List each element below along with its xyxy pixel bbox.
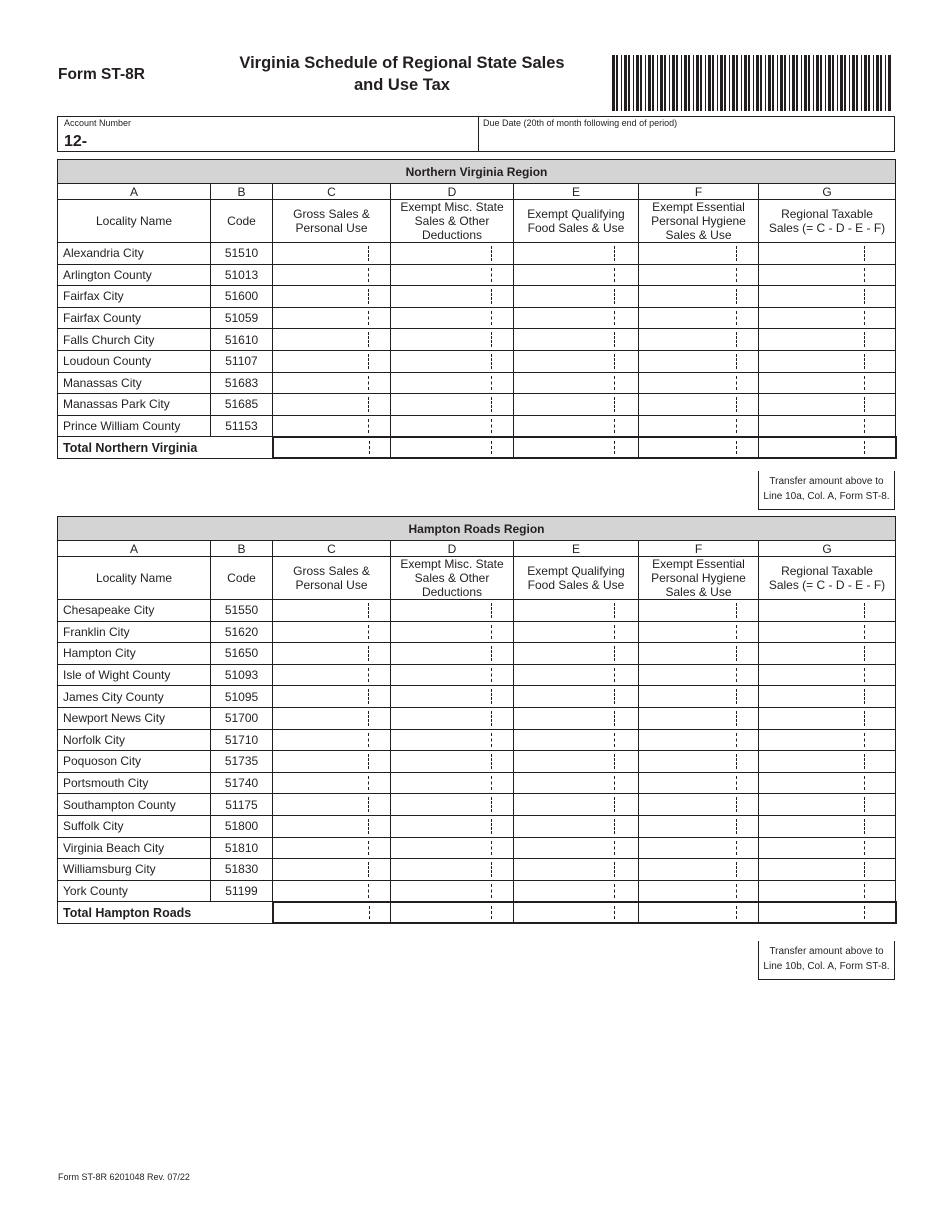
misc-amount-field[interactable] [391,372,514,394]
table-row [58,751,896,773]
table-row [58,880,896,902]
taxable-amount-field[interactable] [759,880,896,902]
gross-amount-field[interactable] [273,350,391,372]
table-row [58,643,896,665]
column-letter: A [58,184,211,200]
gross-amount-field[interactable] [273,286,391,308]
exempt-hygiene-header: Exempt Essential Personal Hygiene Sales & Use [639,557,759,600]
food-amount-field[interactable] [514,286,639,308]
total-food-field[interactable] [514,437,639,459]
column-letter: D [391,541,514,557]
hygiene-amount-field[interactable] [639,415,759,437]
hygiene-amount-field[interactable] [639,600,759,622]
locality-name: Isle of Wight County [58,664,211,686]
locality-code: 51059 [211,307,273,329]
exempt-food-header: Exempt Qualifying Food Sales & Use [514,200,639,243]
northern-virginia-table [57,159,897,459]
taxable-amount-field[interactable] [759,329,896,351]
locality-code: 51107 [211,350,273,372]
total-row [58,902,896,924]
taxable-amount-field[interactable] [759,621,896,643]
exempt-hygiene-header: Exempt Essential Personal Hygiene Sales & Use [639,200,759,243]
food-amount-field[interactable] [514,729,639,751]
taxable-amount-field[interactable] [759,686,896,708]
misc-amount-field[interactable] [391,264,514,286]
taxable-amount-field[interactable] [759,751,896,773]
hygiene-amount-field[interactable] [639,880,759,902]
locality-name: Fairfax County [58,307,211,329]
taxable-amount-field[interactable] [759,350,896,372]
hygiene-amount-field[interactable] [639,837,759,859]
taxable-amount-field[interactable] [759,264,896,286]
gross-amount-field[interactable] [273,621,391,643]
locality-name: Williamsburg City [58,859,211,881]
northern-transfer-line1: Transfer amount above to [769,476,884,487]
regional-taxable-header: Regional Taxable Sales (= C - D - E - F) [759,557,896,600]
hampton-transfer-note [758,941,895,980]
locality-name: Newport News City [58,707,211,729]
table-row [58,264,896,286]
locality-code: 51740 [211,772,273,794]
hygiene-amount-field[interactable] [639,643,759,665]
locality-code: 51610 [211,329,273,351]
regional-taxable-header: Regional Taxable Sales (= C - D - E - F) [759,200,896,243]
locality-code: 51685 [211,394,273,416]
locality-code: 51013 [211,264,273,286]
column-letter: B [211,541,273,557]
table-row [58,600,896,622]
table-row [58,243,896,265]
locality-name: Virginia Beach City [58,837,211,859]
food-amount-field[interactable] [514,664,639,686]
misc-amount-field[interactable] [391,415,514,437]
hygiene-amount-field[interactable] [639,859,759,881]
misc-amount-field[interactable] [391,243,514,265]
gross-amount-field[interactable] [273,329,391,351]
table-row [58,329,896,351]
taxable-amount-field[interactable] [759,794,896,816]
gross-sales-header: Gross Sales & Personal Use [273,557,391,600]
misc-amount-field[interactable] [391,286,514,308]
column-letter: E [514,184,639,200]
table-row [58,307,896,329]
food-amount-field[interactable] [514,643,639,665]
misc-amount-field[interactable] [391,350,514,372]
misc-amount-field[interactable] [391,643,514,665]
column-letter: G [759,541,896,557]
total-taxable-field[interactable] [759,902,896,924]
exempt-misc-header: Exempt Misc. State Sales & Other Deductions [391,557,514,600]
misc-amount-field[interactable] [391,859,514,881]
taxable-amount-field[interactable] [759,772,896,794]
locality-code: 51620 [211,621,273,643]
total-misc-field[interactable] [391,437,514,459]
table-row [58,621,896,643]
food-amount-field[interactable] [514,621,639,643]
gross-amount-field[interactable] [273,729,391,751]
total-gross-field[interactable] [273,437,391,459]
table-row [58,350,896,372]
locality-name: Norfolk City [58,729,211,751]
gross-amount-field[interactable] [273,707,391,729]
food-amount-field[interactable] [514,394,639,416]
locality-name: York County [58,880,211,902]
northern-transfer-line2: Line 10a, Col. A, Form ST-8. [763,491,890,502]
table-row [58,394,896,416]
misc-amount-field[interactable] [391,686,514,708]
locality-code: 51600 [211,286,273,308]
column-letter: F [639,541,759,557]
gross-amount-field[interactable] [273,815,391,837]
table-row [58,664,896,686]
food-amount-field[interactable] [514,815,639,837]
misc-amount-field[interactable] [391,600,514,622]
food-amount-field[interactable] [514,859,639,881]
locality-name: Suffolk City [58,815,211,837]
locality-code: 51199 [211,880,273,902]
misc-amount-field[interactable] [391,621,514,643]
locality-name: Manassas City [58,372,211,394]
locality-name: Portsmouth City [58,772,211,794]
gross-amount-field[interactable] [273,264,391,286]
hygiene-amount-field[interactable] [639,621,759,643]
table-row [58,415,896,437]
misc-amount-field[interactable] [391,880,514,902]
gross-amount-field[interactable] [273,664,391,686]
table-row [58,729,896,751]
locality-code: 51650 [211,643,273,665]
locality-code: 51710 [211,729,273,751]
locality-code: 51095 [211,686,273,708]
taxable-amount-field[interactable] [759,815,896,837]
taxable-amount-field[interactable] [759,859,896,881]
locality-name: Arlington County [58,264,211,286]
table-row [58,837,896,859]
taxable-amount-field[interactable] [759,664,896,686]
food-amount-field[interactable] [514,415,639,437]
hygiene-amount-field[interactable] [639,686,759,708]
gross-amount-field[interactable] [273,859,391,881]
hygiene-amount-field[interactable] [639,664,759,686]
hygiene-amount-field[interactable] [639,794,759,816]
total-misc-field[interactable] [391,902,514,924]
hygiene-amount-field[interactable] [639,264,759,286]
misc-amount-field[interactable] [391,707,514,729]
northern-total-label: Total Northern Virginia [58,437,273,459]
locality-name-header: Locality Name [58,557,211,600]
locality-name: Fairfax City [58,286,211,308]
code-header: Code [211,200,273,243]
hampton-region-title: Hampton Roads Region [58,517,896,541]
table-row [58,372,896,394]
gross-amount-field[interactable] [273,243,391,265]
table-row [58,794,896,816]
column-letter: G [759,184,896,200]
form-title-line2: and Use Tax [354,76,450,94]
food-amount-field[interactable] [514,307,639,329]
table-row [58,686,896,708]
food-amount-field[interactable] [514,751,639,773]
misc-amount-field[interactable] [391,815,514,837]
misc-amount-field[interactable] [391,751,514,773]
hygiene-amount-field[interactable] [639,329,759,351]
food-amount-field[interactable] [514,350,639,372]
barcode [610,55,894,111]
table-row [58,815,896,837]
misc-amount-field[interactable] [391,307,514,329]
locality-code: 51800 [211,815,273,837]
locality-name: Prince William County [58,415,211,437]
taxable-amount-field[interactable] [759,729,896,751]
taxable-amount-field[interactable] [759,643,896,665]
taxable-amount-field[interactable] [759,394,896,416]
food-amount-field[interactable] [514,837,639,859]
hampton-transfer-line1: Transfer amount above to [769,946,884,957]
gross-sales-header: Gross Sales & Personal Use [273,200,391,243]
locality-name: James City County [58,686,211,708]
gross-amount-field[interactable] [273,837,391,859]
total-food-field[interactable] [514,902,639,924]
locality-code: 51550 [211,600,273,622]
gross-amount-field[interactable] [273,772,391,794]
column-letter: C [273,541,391,557]
locality-code: 51510 [211,243,273,265]
misc-amount-field[interactable] [391,394,514,416]
form-title [212,52,592,96]
taxable-amount-field[interactable] [759,286,896,308]
food-amount-field[interactable] [514,880,639,902]
locality-code: 51093 [211,664,273,686]
code-header: Code [211,557,273,600]
taxable-amount-field[interactable] [759,600,896,622]
misc-amount-field[interactable] [391,772,514,794]
locality-name: Chesapeake City [58,600,211,622]
account-number-field[interactable]: 12- [64,133,88,150]
hygiene-amount-field[interactable] [639,394,759,416]
locality-name: Hampton City [58,643,211,665]
gross-amount-field[interactable] [273,415,391,437]
table-row [58,859,896,881]
total-hygiene-field[interactable] [639,902,759,924]
gross-amount-field[interactable] [273,394,391,416]
northern-region-title: Northern Virginia Region [58,160,896,184]
table-row [58,772,896,794]
misc-amount-field[interactable] [391,729,514,751]
locality-code: 51810 [211,837,273,859]
form-id: Form ST-8R [58,66,145,83]
food-amount-field[interactable] [514,794,639,816]
column-letter: F [639,184,759,200]
hygiene-amount-field[interactable] [639,707,759,729]
total-hygiene-field[interactable] [639,437,759,459]
locality-name: Manassas Park City [58,394,211,416]
food-amount-field[interactable] [514,372,639,394]
table-row [58,286,896,308]
gross-amount-field[interactable] [273,880,391,902]
table-row [58,707,896,729]
gross-amount-field[interactable] [273,751,391,773]
locality-code: 51700 [211,707,273,729]
locality-name: Alexandria City [58,243,211,265]
locality-code: 51735 [211,751,273,773]
hampton-roads-table [57,516,897,924]
taxable-amount-field[interactable] [759,243,896,265]
due-date-label: Due Date (20th of month following end of period) [483,118,678,128]
gross-amount-field[interactable] [273,600,391,622]
column-letter: D [391,184,514,200]
hygiene-amount-field[interactable] [639,243,759,265]
total-row [58,437,896,459]
hygiene-amount-field[interactable] [639,350,759,372]
misc-amount-field[interactable] [391,329,514,351]
hygiene-amount-field[interactable] [639,286,759,308]
hygiene-amount-field[interactable] [639,815,759,837]
northern-transfer-note [758,471,895,510]
form-footer: Form ST-8R 6201048 Rev. 07/22 [58,1172,190,1182]
locality-name: Franklin City [58,621,211,643]
locality-name: Loudoun County [58,350,211,372]
exempt-misc-header: Exempt Misc. State Sales & Other Deductions [391,200,514,243]
hygiene-amount-field[interactable] [639,307,759,329]
gross-amount-field[interactable] [273,643,391,665]
gross-amount-field[interactable] [273,307,391,329]
column-letter: B [211,184,273,200]
food-amount-field[interactable] [514,243,639,265]
account-number-label: Account Number [64,118,132,128]
taxable-amount-field[interactable] [759,307,896,329]
taxable-amount-field[interactable] [759,837,896,859]
misc-amount-field[interactable] [391,837,514,859]
misc-amount-field[interactable] [391,664,514,686]
hygiene-amount-field[interactable] [639,729,759,751]
food-amount-field[interactable] [514,600,639,622]
locality-code: 51175 [211,794,273,816]
locality-code: 51683 [211,372,273,394]
hygiene-amount-field[interactable] [639,751,759,773]
locality-code: 51153 [211,415,273,437]
column-letter: A [58,541,211,557]
hampton-total-label: Total Hampton Roads [58,902,273,924]
form-title-line1: Virginia Schedule of Regional State Sales [239,54,565,72]
food-amount-field[interactable] [514,707,639,729]
column-letter: C [273,184,391,200]
taxable-amount-field[interactable] [759,415,896,437]
locality-code: 51830 [211,859,273,881]
misc-amount-field[interactable] [391,794,514,816]
total-taxable-field[interactable] [759,437,896,459]
gross-amount-field[interactable] [273,794,391,816]
gross-amount-field[interactable] [273,686,391,708]
gross-amount-field[interactable] [273,372,391,394]
locality-name: Falls Church City [58,329,211,351]
taxable-amount-field[interactable] [759,372,896,394]
locality-name: Poquoson City [58,751,211,773]
taxable-amount-field[interactable] [759,707,896,729]
hampton-transfer-line2: Line 10b, Col. A, Form ST-8. [763,961,890,972]
locality-name: Southampton County [58,794,211,816]
exempt-food-header: Exempt Qualifying Food Sales & Use [514,557,639,600]
food-amount-field[interactable] [514,772,639,794]
account-box [57,116,895,152]
hygiene-amount-field[interactable] [639,372,759,394]
food-amount-field[interactable] [514,264,639,286]
hygiene-amount-field[interactable] [639,772,759,794]
food-amount-field[interactable] [514,329,639,351]
column-letter: E [514,541,639,557]
food-amount-field[interactable] [514,686,639,708]
total-gross-field[interactable] [273,902,391,924]
locality-name-header: Locality Name [58,200,211,243]
